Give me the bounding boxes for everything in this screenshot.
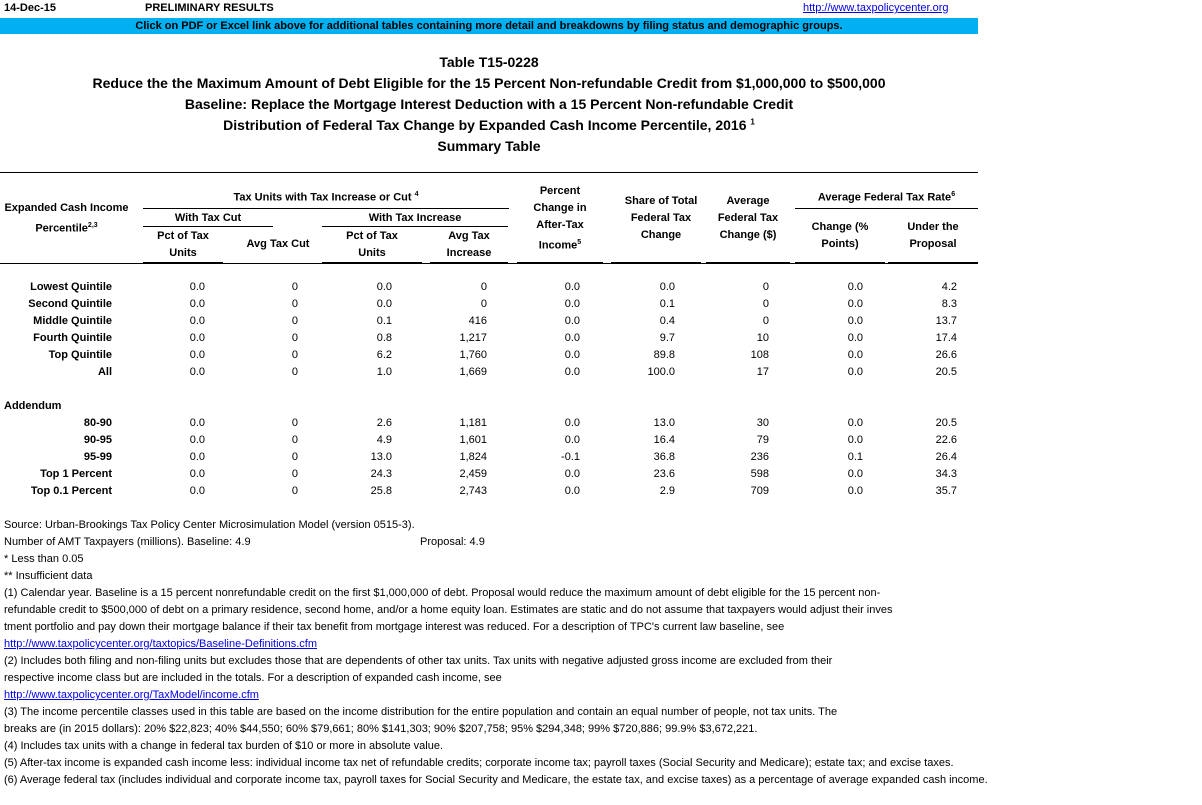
table-title: Reduce the the Maximum Amount of Debt Eligible for the 15 Percent Non-refundable Credit from $1,000,000 to $500,000 [92, 75, 886, 91]
table-cell-c1: 0.0 [189, 298, 205, 310]
table-cell-c4: 1,181 [459, 417, 487, 429]
col-header-avg-inc: Avg Tax Increase [446, 230, 492, 259]
table-subtitle: Distribution of Federal Tax Change by Expanded Cash Income Percentile, 2016 $^1$ [223, 117, 755, 133]
table-cell-c6: 23.6 [653, 468, 675, 480]
table-cell-c9: 8.3 [941, 298, 957, 310]
table-cell-c5: 0.0 [564, 434, 580, 446]
header-top-rule [0, 172, 978, 173]
footnote-insufficient: ** Insufficient data [4, 570, 93, 582]
table-cell-c5: 0.0 [564, 468, 580, 480]
footnote-3a: (3) The income percentile classes used in this table are based on the income distribution for the entire population and contain an equal number of people, not tax units. The [4, 706, 838, 718]
table-cell-c7: 10 [756, 332, 769, 344]
table-cell-c7: 0 [762, 298, 769, 310]
footnote-less: * Less than 0.05 [4, 553, 84, 565]
table-cell-c4: 0 [480, 298, 487, 310]
table-cell-c9: 26.4 [935, 451, 957, 463]
table-cell-c5: 0.0 [564, 485, 580, 497]
table-cell-c8: 0.0 [847, 298, 863, 310]
addendum-label: Addendum [4, 400, 62, 412]
table-cell-c2: 0 [291, 315, 298, 327]
table-cell-c2: 0 [291, 451, 298, 463]
table-cell-c4: 2,743 [459, 485, 487, 497]
table-cell-c4: 1,601 [459, 434, 487, 446]
table-cell-c8: 0.0 [847, 417, 863, 429]
row-label: 80-90 [83, 417, 112, 429]
footnote-3b: breaks are (in 2015 dollars): 20% $22,823; 40% $44,550; 60% $79,661; 80% $141,303; 90% $207,758; 95% $294,348; 99% $720,886; 99.9% $3,672,221. [4, 723, 758, 735]
table-cell-c3: 24.3 [370, 468, 392, 480]
table-cell-c4: 1,217 [459, 332, 487, 344]
table-cell-c9: 35.7 [935, 485, 957, 497]
table-cell-c3: 0.1 [376, 315, 392, 327]
col-header-tax-units: Tax Units with Tax Increase or Cut $^4$ [233, 191, 419, 204]
col-header-avg-cut: Avg Tax Cut [246, 238, 310, 250]
table-cell-c4: 1,824 [459, 451, 487, 463]
col-header-income: Expanded Cash Income Percentile$^{2,3}$ [4, 202, 129, 235]
table-cell-c2: 0 [291, 485, 298, 497]
table-cell-c6: 9.7 [659, 332, 675, 344]
table-cell-c7: 0 [762, 281, 769, 293]
baseline-definitions-link[interactable]: http://www.taxpolicycenter.org/taxtopics/Baseline-Definitions.cfm [4, 638, 318, 650]
table-cell-c9: 20.5 [935, 417, 957, 429]
table-cell-c8: 0.0 [847, 349, 863, 361]
table-cell-c7: 79 [756, 434, 769, 446]
table-cell-c8: 0.0 [847, 366, 863, 378]
tpc-website-link[interactable]: http://www.taxpolicycenter.org [803, 2, 949, 14]
table-cell-c2: 0 [291, 434, 298, 446]
table-cell-c7: 108 [750, 349, 769, 361]
col-header-avg-ftc: Average Federal Tax Change ($) [717, 195, 779, 241]
col-header-with-cut: With Tax Cut [174, 212, 242, 224]
table-cell-c1: 0.0 [189, 349, 205, 361]
table-cell-c2: 0 [291, 349, 298, 361]
col-underline [888, 262, 978, 263]
col-header-pct-units-cut: Pct of Tax Units [157, 230, 209, 259]
table-cell-c3: 6.2 [376, 349, 392, 361]
table-cell-c7: 709 [750, 485, 769, 497]
footnote-6: (6) Average federal tax (includes individual and corporate income tax, payroll taxes for Social Security and Medicare, the estate tax, and excise taxes) as a percentage of average expanded cash income. [4, 774, 988, 786]
table-cell-c8: 0.0 [847, 468, 863, 480]
table-cell-c8: 0.0 [847, 332, 863, 344]
col-header-pct-change: Percent Change in After-Tax Income$^5$ [533, 185, 587, 252]
table-cell-c3: 2.6 [376, 417, 392, 429]
table-baseline: Baseline: Replace the Mortgage Interest Deduction with a 15 Percent Non-refundable Credit [184, 96, 794, 112]
footnote-2a: (2) Includes both filing and non-filing units but excludes those that are dependents of other tax units. Tax units with negative adjusted gross income are excluded from their [4, 655, 833, 667]
row-label: Top Quintile [48, 349, 112, 361]
footnote-amt-proposal: Proposal: 4.9 [420, 536, 485, 548]
table-cell-c5: 0.0 [564, 349, 580, 361]
col-header-share: Share of Total Federal Tax Change [624, 195, 698, 241]
table-cell-c5: 0.0 [564, 298, 580, 310]
footnote-1a: (1) Calendar year. Baseline is a 15 percent nonrefundable credit on the first $1,000,000 of debt. Proposal would reduce the maximum amount of debt eligible for the 15 percent non- [4, 587, 881, 599]
table-cell-c1: 0.0 [189, 434, 205, 446]
table-cell-c5: 0.0 [564, 281, 580, 293]
row-label: Lowest Quintile [30, 281, 112, 293]
table-cell-c2: 0 [291, 417, 298, 429]
col-header-rate-change: Change (% Points) [811, 221, 869, 250]
col-underline [143, 262, 223, 263]
table-cell-c3: 13.0 [370, 451, 392, 463]
table-cell-c2: 0 [291, 332, 298, 344]
row-label: Fourth Quintile [33, 332, 112, 344]
table-cell-c5: -0.1 [561, 451, 580, 463]
table-cell-c3: 0.8 [376, 332, 392, 344]
table-cell-c1: 0.0 [189, 451, 205, 463]
table-cell-c1: 0.0 [189, 281, 205, 293]
footnote-2b: respective income class but are included in the totals. For a description of expanded cash income, see [4, 672, 502, 684]
table-cell-c3: 0.0 [376, 281, 392, 293]
table-cell-c9: 34.3 [935, 468, 957, 480]
table-cell-c4: 1,669 [459, 366, 487, 378]
table-cell-c3: 4.9 [376, 434, 392, 446]
table-cell-c6: 89.8 [653, 349, 675, 361]
table-cell-c6: 0.0 [659, 281, 675, 293]
table-cell-c8: 0.1 [847, 451, 863, 463]
row-label: 95-99 [83, 451, 112, 463]
table-cell-c6: 100.0 [647, 366, 675, 378]
footnote-1c: tment portfolio and pay down their mortgage balance if their tax benefit from mortgage interest was reduced. For a description of TPC's current law baseline, see [4, 621, 785, 633]
table-cell-c8: 0.0 [847, 315, 863, 327]
table-cell-c7: 0 [762, 315, 769, 327]
table-cell-c1: 0.0 [189, 485, 205, 497]
table-cell-c6: 2.9 [659, 485, 675, 497]
avg-rate-rule [795, 208, 978, 209]
table-cell-c4: 1,760 [459, 349, 487, 361]
table-cell-c5: 0.0 [564, 315, 580, 327]
table-cell-c6: 16.4 [653, 434, 675, 446]
report-status: PRELIMINARY RESULTS [145, 2, 274, 14]
header-bottom-rule [0, 263, 978, 264]
table-cell-c2: 0 [291, 298, 298, 310]
income-definition-link[interactable]: http://www.taxpolicycenter.org/TaxModel/income.cfm [4, 689, 259, 701]
table-cell-c6: 0.1 [659, 298, 675, 310]
table-cell-c9: 20.5 [935, 366, 957, 378]
table-cell-c4: 416 [468, 315, 487, 327]
report-date: 14-Dec-15 [4, 2, 56, 14]
footnote-1b: refundable credit to $500,000 of debt on a primary residence, second home, and/or a home equity loan. Estimates are static and do not assume that taxpayers would adjust their inves [4, 604, 893, 616]
col-underline [322, 262, 422, 263]
col-underline [611, 262, 701, 263]
row-label: Middle Quintile [33, 315, 112, 327]
col-header-pct-units-inc: Pct of Tax Units [346, 230, 398, 259]
table-cell-c1: 0.0 [189, 315, 205, 327]
table-cell-c2: 0 [291, 468, 298, 480]
col-underline [706, 262, 790, 263]
table-summary-label: Summary Table [437, 138, 541, 154]
table-id: Table T15-0228 [439, 54, 539, 70]
table-cell-c1: 0.0 [189, 366, 205, 378]
table-cell-c2: 0 [291, 366, 298, 378]
table-cell-c3: 25.8 [370, 485, 392, 497]
table-cell-c4: 0 [480, 281, 487, 293]
footnote-5: (5) After-tax income is expanded cash income less: individual income tax net of refundable credits; corporate income tax; payroll taxes (Social Security and Medicare); estate tax; and excise taxes. [4, 757, 954, 769]
table-cell-c7: 236 [750, 451, 769, 463]
info-banner: Click on PDF or Excel link above for additional tables containing more detail and breakdowns by filing status and demographic groups. [0, 18, 978, 34]
table-cell-c6: 13.0 [653, 417, 675, 429]
footnote-source: Source: Urban-Brookings Tax Policy Center Microsimulation Model (version 0515-3). [4, 519, 415, 531]
table-cell-c9: 22.6 [935, 434, 957, 446]
table-cell-c5: 0.0 [564, 417, 580, 429]
row-label: Top 0.1 Percent [30, 485, 112, 497]
table-cell-c5: 0.0 [564, 366, 580, 378]
table-cell-c2: 0 [291, 281, 298, 293]
table-cell-c9: 26.6 [935, 349, 957, 361]
table-cell-c8: 0.0 [847, 485, 863, 497]
col-underline [517, 262, 603, 263]
table-cell-c3: 1.0 [376, 366, 392, 378]
table-cell-c1: 0.0 [189, 468, 205, 480]
table-cell-c8: 0.0 [847, 434, 863, 446]
table-cell-c6: 36.8 [653, 451, 675, 463]
table-cell-c9: 13.7 [935, 315, 957, 327]
table-cell-c1: 0.0 [189, 332, 205, 344]
footnote-4: (4) Includes tax units with a change in federal tax burden of $10 or more in absolute value. [4, 740, 444, 752]
table-cell-c3: 0.0 [376, 298, 392, 310]
col-underline [430, 262, 508, 263]
tax-units-rule [143, 208, 509, 209]
footnote-amt: Number of AMT Taxpayers (millions). Baseline: 4.9 [4, 536, 251, 548]
row-label: All [97, 366, 112, 378]
table-cell-c7: 17 [756, 366, 769, 378]
row-label: Top 1 Percent [40, 468, 112, 480]
row-label: 90-95 [83, 434, 112, 446]
table-cell-c7: 30 [756, 417, 769, 429]
row-label: Second Quintile [28, 298, 112, 310]
table-cell-c9: 17.4 [935, 332, 957, 344]
table-cell-c5: 0.0 [564, 332, 580, 344]
table-cell-c7: 598 [750, 468, 769, 480]
table-cell-c4: 2,459 [459, 468, 487, 480]
table-cell-c1: 0.0 [189, 417, 205, 429]
table-cell-c6: 0.4 [659, 315, 675, 327]
col-underline [795, 262, 885, 263]
table-cell-c9: 4.2 [941, 281, 957, 293]
col-header-avg-rate: Average Federal Tax Rate$^6$ [817, 191, 956, 204]
col-header-under-proposal: Under the Proposal [907, 221, 959, 250]
col-header-with-increase: With Tax Increase [368, 212, 462, 224]
table-cell-c8: 0.0 [847, 281, 863, 293]
